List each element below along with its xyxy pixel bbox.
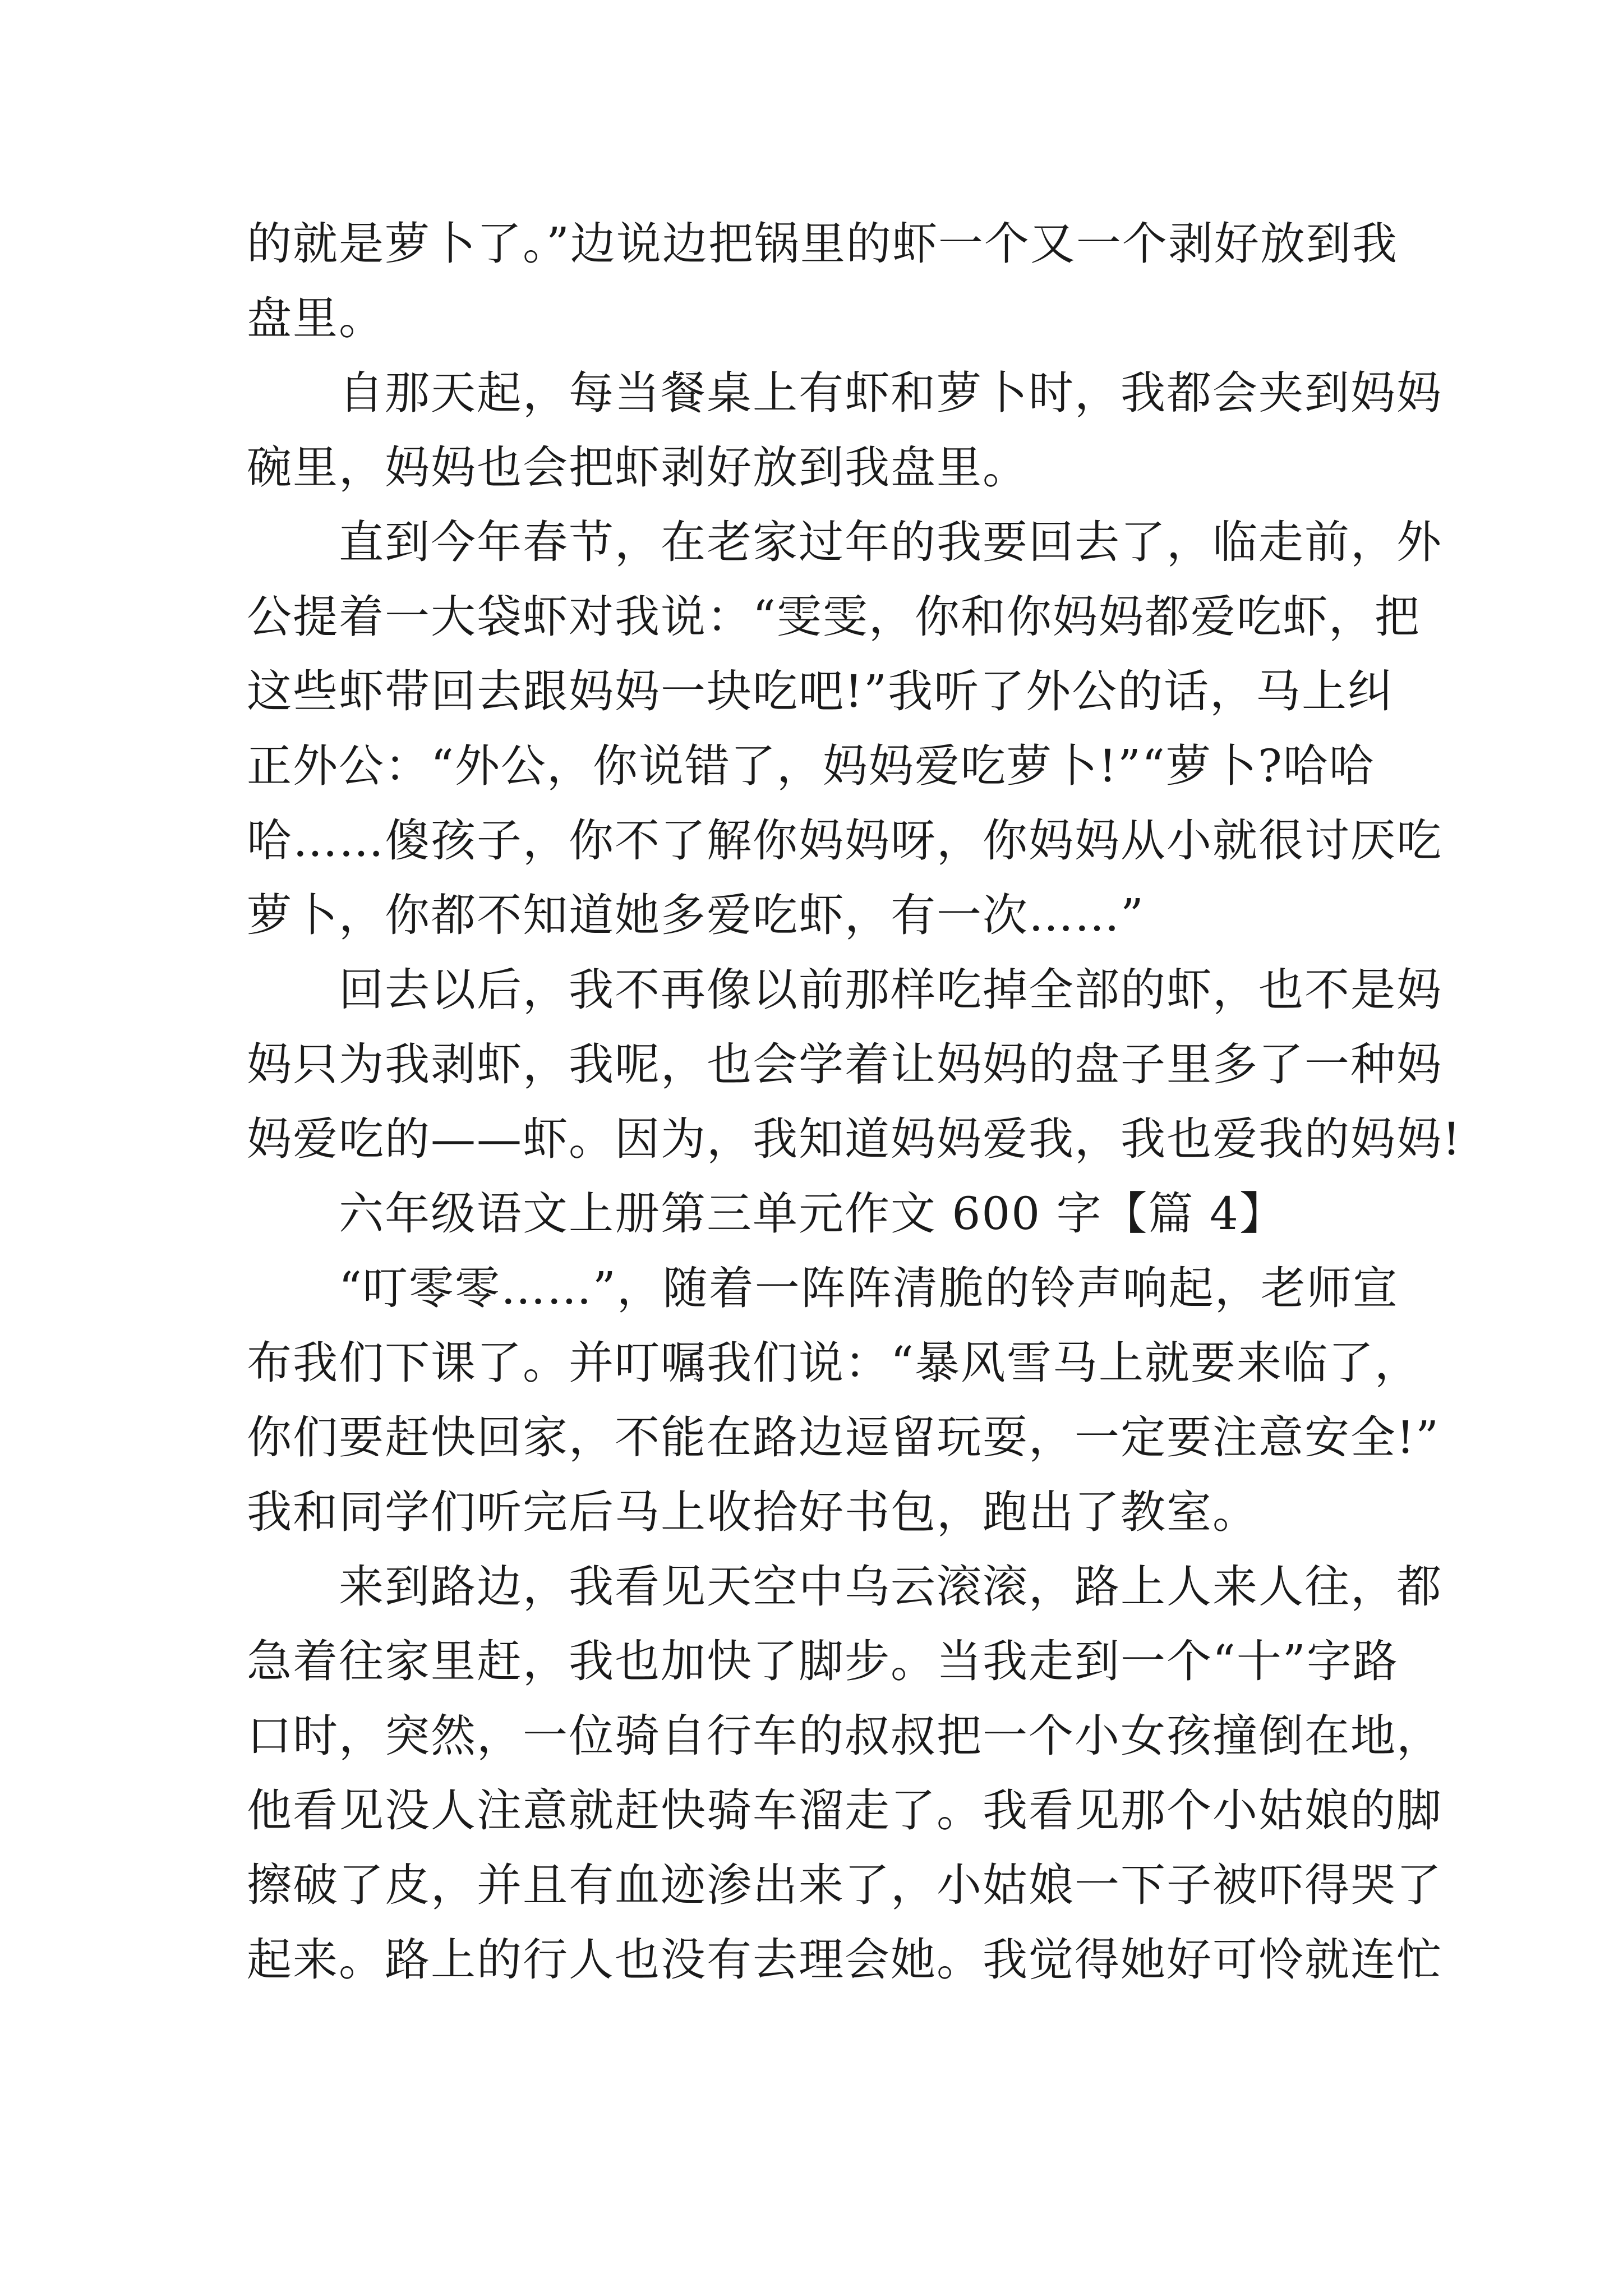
text-line: 的就是萝卜了。”边说边把锅里的虾一个又一个剥好放到我: [247, 218, 1398, 270]
section-heading: 六年级语文上册第三单元作文 600 字【篇 4】: [247, 1188, 1285, 1240]
text-line: “叮零零……”，随着一阵阵清脆的铃声响起，老师宣: [247, 1262, 1399, 1314]
text-line: 起来。路上的行人也没有去理会她。我觉得她好可怜就连忙: [247, 1934, 1442, 1986]
text-line: 这些虾带回去跟妈妈一块吃吧!”我听了外公的话，马上纠: [247, 665, 1394, 717]
text-line: 急着往家里赶，我也加快了脚步。当我走到一个“十”字路: [247, 1635, 1399, 1687]
text-line: 你们要赶快回家，不能在路边逗留玩耍，一定要注意安全!”: [247, 1411, 1440, 1464]
text-line: 妈只为我剥虾，我呢，也会学着让妈妈的盘子里多了一种妈: [247, 1038, 1442, 1091]
text-line: 碗里，妈妈也会把虾剥好放到我盘里。: [247, 441, 1029, 494]
text-line: 擦破了皮，并且有血迹渗出来了，小姑娘一下子被吓得哭了: [247, 1859, 1442, 1911]
text-line: 萝卜，你都不知道她多爱吃虾，有一次……”: [247, 889, 1145, 941]
text-line: 公提着一大袋虾对我说：“雯雯，你和你妈妈都爱吃虾，把: [247, 591, 1421, 643]
text-line: 妈爱吃的——虾。因为，我知道妈妈爱我，我也爱我的妈妈!: [247, 1113, 1462, 1165]
text-line: 口时，突然，一位骑自行车的叔叔把一个小女孩撞倒在地，: [247, 1710, 1442, 1762]
text-line: 直到今年春节，在老家过年的我要回去了，临走前，外: [247, 516, 1442, 568]
text-line: 正外公：“外公，你说错了，妈妈爱吃萝卜!”“萝卜?哈哈: [247, 740, 1375, 792]
essay-text: [247, 206, 1462, 1997]
text-line: 哈……傻孩子，你不了解你妈妈呀，你妈妈从小就很讨厌吃: [247, 815, 1442, 867]
text-line: 来到路边，我看见天空中乌云滚滚，路上人来人往，都: [247, 1561, 1442, 1613]
text-line: 我和同学们听完后马上收拾好书包，跑出了教室。: [247, 1486, 1258, 1538]
text-line: 盘里。: [247, 292, 385, 344]
text-line: 回去以后，我不再像以前那样吃掉全部的虾，也不是妈: [247, 964, 1442, 1016]
text-line: 他看见没人注意就赶快骑车溜走了。我看见那个小姑娘的脚: [247, 1784, 1442, 1837]
text-line: 自那天起，每当餐桌上有虾和萝卜时，我都会夹到妈妈: [247, 367, 1442, 419]
text-line: 布我们下课了。并叮嘱我们说：“暴风雪马上就要来临了，: [247, 1337, 1421, 1389]
